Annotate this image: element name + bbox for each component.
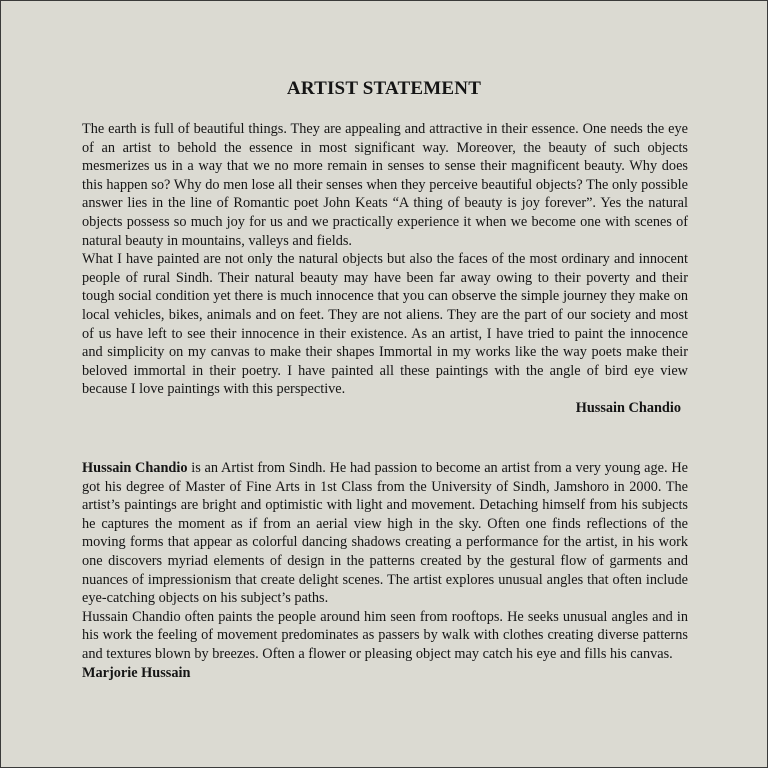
bio-signature: Marjorie Hussain	[82, 664, 191, 681]
page-title: ARTIST STATEMENT	[286, 78, 482, 99]
artist-statement	[82, 120, 688, 418]
bio-paragraph-1	[82, 459, 688, 608]
bio-artist-name: Hussain Chandio	[82, 460, 188, 476]
artist-biography	[82, 459, 688, 682]
statement-paragraph-2: What I have painted are not only the natural objects but also the faces of the most ordinary and innocent people of rural Sindh. Their natural beauty may have been far away owing to their poverty and their tough social condition yet there is much innocence that you can observe the simple journey they make on local vehicles, bikes, animals and on feet. They are not aliens. They are the part of our society and most of us have left to see their innocence in their existence. As an artist, I have tried to paint the innocence and simplicity on my canvas to make their shapes Immortal in my works like the way poets make their beloved immortal in their poetry. I have painted all these paintings with the angle of bird eye view because I love paintings with this perspective.	[82, 251, 688, 398]
bio-paragraph-1-text: is an Artist from Sindh. He had passion to become an artist from a very young age. He got his degree of Master of Fine Arts in 1st Class from the University of Sindh, Jamshoro in 2000. The artist’s paintings are bright and optimistic with light and movement. Detaching himself from his subjects he captures the moment as if from an aerial view high in the sky. Often one finds reflections of the moving forms that appear as colorful dancing shadows creating a performance for the artist, in his work one discovers myriad elements of design in the patterns created by the gestural flow of garments and nuances of impressionism that create delight scenes. The artist explores unusual angles that often include eye-catching objects on his subject’s paths.	[82, 460, 688, 607]
bio-paragraph-2: Hussain Chandio often paints the people around him seen from rooftops. He seeks unusual angles and in his work the feeling of movement predominates as passers by walk with clothes creating diverse patterns and textures blown by breezes. Often a flower or pleasing object may catch his eye and fills his canvas.	[82, 608, 688, 662]
statement-signature: Hussain Chandio	[575, 399, 681, 416]
statement-paragraph-1: The earth is full of beautiful things. They are appealing and attractive in their essence. One needs the eye of an artist to behold the essence in most significant way. Moreover, the beauty of such objects mesmerizes us in a way that we no more remain in senses to sense their magnificent beauty. Why does this happen so? Why do men lose all their senses when they perceive beautiful objects? The only possible answer lies in the line of Romantic poet John Keats “A thing of beauty is joy forever”. Yes the natural objects possess so much joy for us and we practically experience it when we become one with scenes of natural beauty in mountains, valleys and fields.	[82, 121, 688, 249]
